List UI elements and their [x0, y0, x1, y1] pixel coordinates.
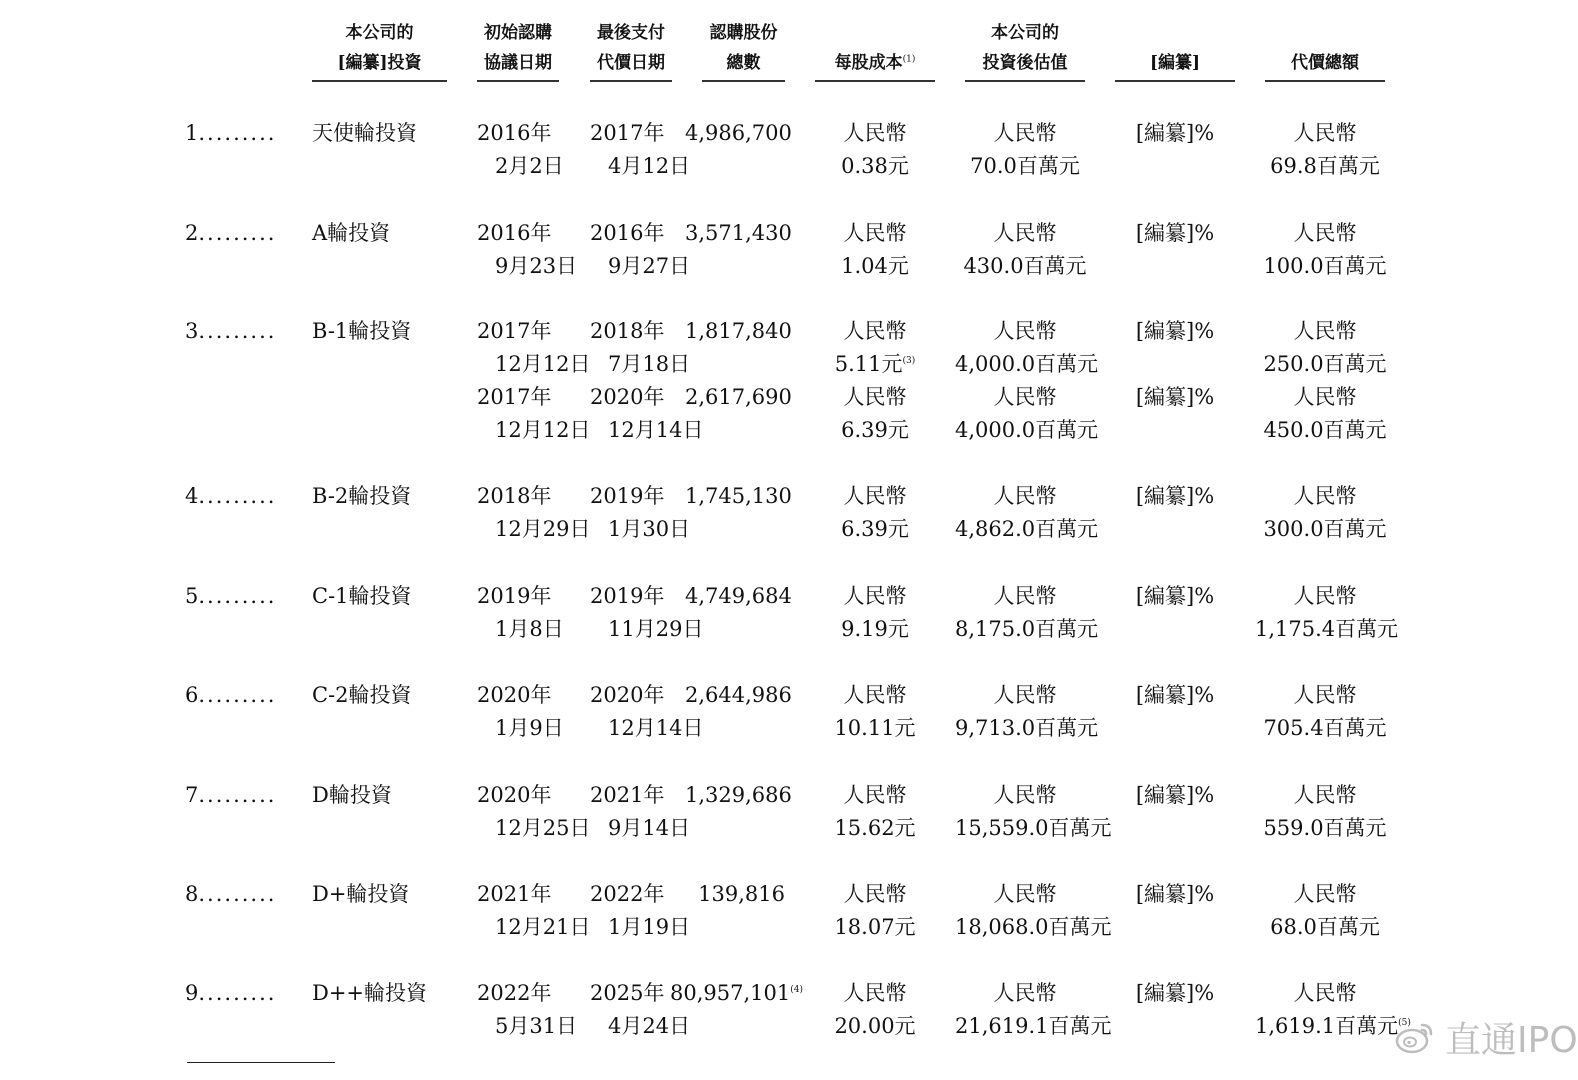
round-name: D++輪投資: [312, 981, 428, 1005]
post-valuation: 人民幣 18,068.0百萬元: [955, 882, 1112, 939]
header-investment-line1: 本公司的: [345, 23, 414, 43]
shares-count: 139,816: [698, 882, 785, 906]
row-number: 3.........: [185, 319, 277, 343]
header-final-date-line1: 最後支付: [597, 23, 665, 43]
header-initial-date: [477, 18, 559, 82]
footnote-marker: (1): [902, 54, 916, 65]
cost-per-share: 人民幣 15.62元: [834, 783, 916, 840]
final-date: 2022年 1月19日: [590, 882, 691, 939]
initial-date: 2016年 2月2日: [477, 121, 564, 178]
header-initial-date-line2: 協議日期: [484, 53, 552, 73]
shares-count: 1,329,686: [685, 783, 792, 807]
final-date: 2020年 12月14日: [590, 683, 704, 740]
header-valuation-line1: 本公司的: [991, 23, 1059, 43]
cost-per-share: 人民幣 18.07元: [834, 882, 916, 939]
footnote-divider: [187, 1062, 335, 1063]
header-initial-date-line1: 初始認購: [484, 23, 552, 43]
cost-per-share: 人民幣 6.39元: [841, 385, 909, 442]
total-consideration: 人民幣 559.0百萬元: [1263, 783, 1387, 840]
round-name: B-2輪投資: [312, 484, 412, 508]
header-consideration-line1: [1265, 18, 1385, 48]
header-consideration-line2: 代價總額: [1291, 53, 1359, 73]
initial-date: 2020年 1月9日: [477, 683, 564, 740]
post-valuation: 人民幣 430.0百萬元: [963, 221, 1087, 278]
total-consideration: 人民幣 1,175.4百萬元: [1255, 584, 1399, 641]
post-valuation: 人民幣 70.0百萬元: [970, 121, 1080, 178]
cost-per-share: 人民幣 6.39元: [841, 484, 909, 541]
cost-per-share: 人民幣 1.04元: [841, 221, 909, 278]
round-name: 天使輪投資: [312, 121, 417, 145]
header-cost-line1: [815, 18, 935, 48]
round-name: C-1輪投資: [312, 584, 412, 608]
row-number: 7.........: [185, 783, 277, 807]
footnote-marker: (5): [1398, 1018, 1411, 1028]
post-valuation: 人民幣 4,000.0百萬元: [955, 319, 1099, 376]
row-number: 2.........: [185, 221, 277, 245]
header-redacted-line1: [1115, 18, 1235, 48]
round-name: A輪投資: [312, 221, 391, 245]
watermark-text: 直通IPO: [1445, 1019, 1578, 1061]
redacted-percent: [編纂]%: [1135, 319, 1215, 343]
redacted-percent: [編纂]%: [1135, 121, 1215, 145]
row-number: 4.........: [185, 484, 277, 508]
round-name: D+輪投資: [312, 882, 410, 906]
post-valuation: 人民幣 4,000.0百萬元: [955, 385, 1099, 442]
total-consideration: 人民幣 450.0百萬元: [1263, 385, 1387, 442]
initial-date: 2022年 5月31日: [477, 981, 578, 1038]
footnote-marker: (4): [790, 985, 803, 995]
initial-date: 2016年 9月23日: [477, 221, 578, 278]
cost-per-share: 人民幣 5.11元$^{(3)}$: [834, 319, 916, 376]
post-valuation: 人民幣 9,713.0百萬元: [955, 683, 1099, 740]
final-date: 2019年 1月30日: [590, 484, 691, 541]
post-valuation: 人民幣 4,862.0百萬元: [955, 484, 1099, 541]
redacted-percent: [編纂]%: [1135, 882, 1215, 906]
header-shares: [702, 18, 785, 82]
total-consideration: 人民幣 250.0百萬元: [1263, 319, 1387, 376]
redacted-percent: [編纂]%: [1135, 981, 1215, 1005]
header-redacted: [1115, 18, 1235, 82]
header-redacted-line2: [編纂]: [1149, 53, 1201, 73]
post-valuation: 人民幣 21,619.1百萬元: [955, 981, 1112, 1038]
header-valuation: [965, 18, 1085, 82]
shares-count: 80,957,101$^{(4)}$: [670, 981, 803, 1005]
total-consideration: 人民幣 300.0百萬元: [1263, 484, 1387, 541]
header-cost-line2: 每股成本: [834, 53, 903, 73]
row-number: 1.........: [185, 121, 277, 145]
initial-date: 2019年 1月8日: [477, 584, 564, 641]
shares-count: 2,617,690: [685, 385, 792, 409]
total-consideration: 人民幣 100.0百萬元: [1263, 221, 1387, 278]
header-final-date: [590, 18, 672, 82]
watermark: [1395, 1012, 1578, 1062]
post-valuation: 人民幣 15,559.0百萬元: [955, 783, 1112, 840]
cost-per-share: 人民幣 0.38元: [841, 121, 909, 178]
total-consideration: 人民幣 68.0百萬元: [1270, 882, 1380, 939]
final-date: 2016年 9月27日: [590, 221, 691, 278]
initial-date: 2017年 12月12日: [477, 319, 591, 376]
shares-count: 3,571,430: [685, 221, 792, 245]
redacted-percent: [編纂]%: [1135, 783, 1215, 807]
final-date: 2020年 12月14日: [590, 385, 704, 442]
final-date: 2025年 4月24日: [590, 981, 691, 1038]
header-final-date-line2: 代價日期: [597, 53, 665, 73]
row-number: 5.........: [185, 584, 277, 608]
cost-per-share: 人民幣 20.00元: [834, 981, 916, 1038]
shares-count: 1,745,130: [685, 484, 792, 508]
redacted-percent: [編纂]%: [1135, 484, 1215, 508]
redacted-percent: [編纂]%: [1135, 584, 1215, 608]
total-consideration: 人民幣 705.4百萬元: [1263, 683, 1387, 740]
total-consideration: 人民幣 69.8百萬元: [1270, 121, 1380, 178]
initial-date: 2021年 12月21日: [477, 882, 591, 939]
header-shares-line2: 總數: [726, 53, 761, 73]
row-number: 9.........: [185, 981, 277, 1005]
total-consideration: 人民幣 1,619.1百萬元$^{(5)}$: [1255, 981, 1411, 1038]
shares-count: 1,817,840: [685, 319, 792, 343]
initial-date: 2017年 12月12日: [477, 385, 591, 442]
header-shares-line1: 認購股份: [709, 23, 778, 43]
shares-count: 2,644,986: [685, 683, 792, 707]
header-investment: [312, 18, 447, 82]
shares-count: 4,986,700: [685, 121, 792, 145]
redacted-percent: [編纂]%: [1135, 221, 1215, 245]
shares-count: 4,749,684: [685, 584, 792, 608]
final-date: 2018年 7月18日: [590, 319, 691, 376]
header-investment-line2: [編纂]投資: [337, 53, 422, 73]
round-name: B-1輪投資: [312, 319, 412, 343]
initial-date: 2018年 12月29日: [477, 484, 591, 541]
cost-per-share: 人民幣 9.19元: [841, 584, 909, 641]
row-number: 6.........: [185, 683, 277, 707]
header-cost-per-share: [815, 18, 935, 82]
header-consideration: [1265, 18, 1385, 82]
round-name: D輪投資: [312, 783, 392, 807]
footnote-marker: (3): [902, 356, 916, 366]
initial-date: 2020年 12月25日: [477, 783, 591, 840]
cost-per-share: 人民幣 10.11元: [834, 683, 916, 740]
row-number: 8.........: [185, 882, 277, 906]
redacted-percent: [編纂]%: [1135, 385, 1215, 409]
weibo-logo-icon: [1395, 1019, 1435, 1055]
redacted-percent: [編纂]%: [1135, 683, 1215, 707]
final-date: 2019年 11月29日: [590, 584, 704, 641]
final-date: 2017年 4月12日: [590, 121, 691, 178]
round-name: C-2輪投資: [312, 683, 412, 707]
final-date: 2021年 9月14日: [590, 783, 691, 840]
post-valuation: 人民幣 8,175.0百萬元: [955, 584, 1099, 641]
header-valuation-line2: 投資後估值: [982, 53, 1068, 73]
